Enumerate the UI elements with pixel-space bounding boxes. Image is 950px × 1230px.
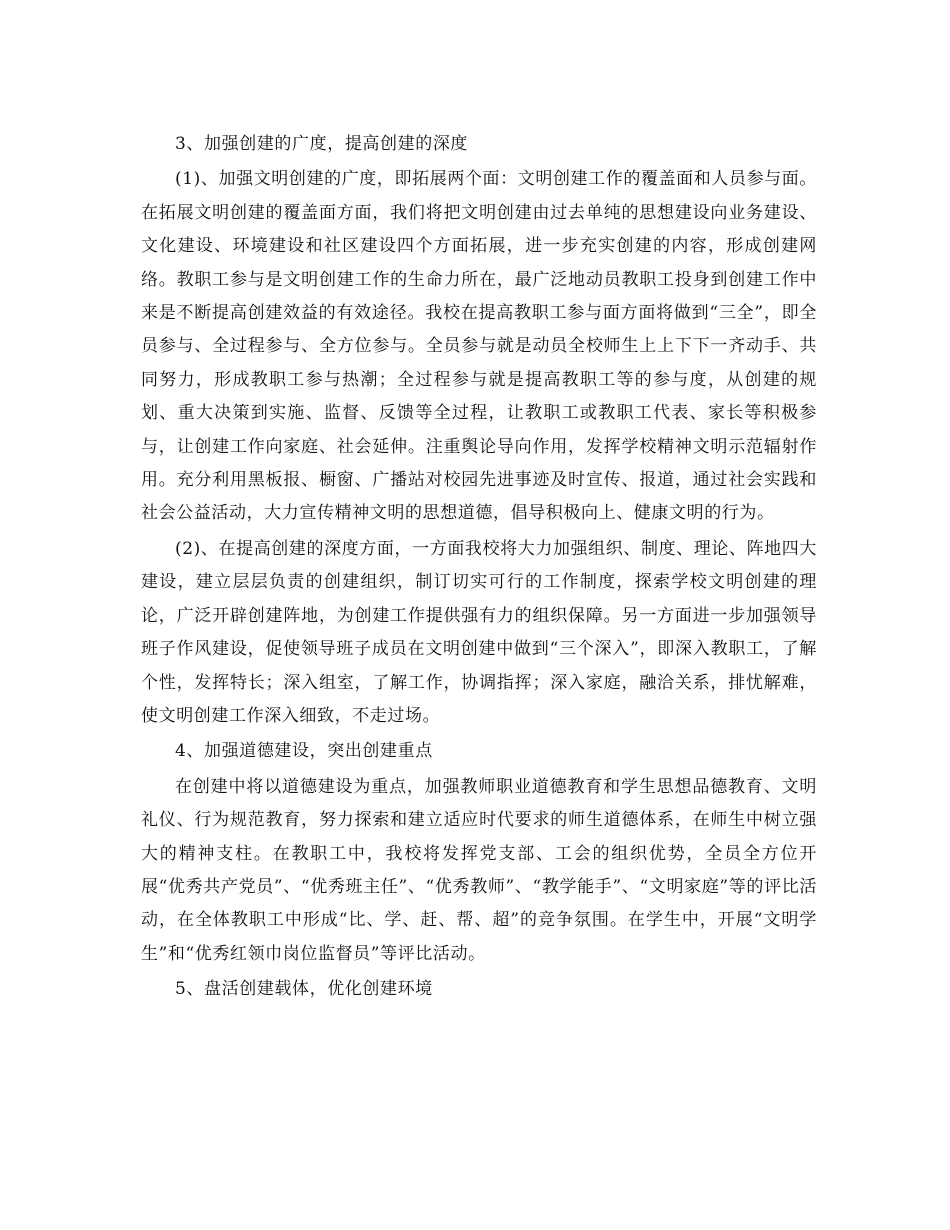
paragraph-depth: (2)、在提高创建的深度方面，一方面我校将大力加强组织、制度、理论、阵地四大建设，建立层层负责的创建组织，制订切实可行的工作制度，探索学校文明创建的理论，广泛开辟创建阵地，为创建工作提供强有力的组织保障。另一方面进一步加强领导班子作风建设，促使领导班子成员在文明创建中做到“三个深入”，即深入教职工，了解个性，发挥特长；深入组室，了解工作，协调指挥；深入家庭，融洽关系，排忧解难，使文明创建工作深入细致，不走过场。 [141,538,817,726]
document-body [141,128,817,1007]
section-heading-4: 4、加强道德建设，突出创建重点 [175,741,433,762]
paragraph-moral-construction: 在创建中将以道德建设为重点，加强教师职业道德教育和学生思想品德教育、文明礼仪、行为规范教育，努力探索和建立适应时代要求的师生道德体系，在师生中树立强大的精神支柱。在教职工中，我校将发挥党支部、工会的组织优势，全员全方位开展“优秀共产党员”、“优秀班主任”、“优秀教师”、“教学能手”、“文明家庭”等的评比活动，在全体教职工中形成“比、学、赶、帮、超”的竞争氛围。在学生中，开展“文明学生”和“优秀红领巾岗位监督员”等评比活动。 [141,776,817,964]
paragraph-breadth: (1)、加强文明创建的广度，即拓展两个面：文明创建工作的覆盖面和人员参与面。在拓展文明创建的覆盖面方面，我们将把文明创建由过去单纯的思想建设向业务建设、文化建设、环境建设和社区建设四个方面拓展，进一步充实创建的内容，形成创建网络。教职工参与是文明创建工作的生命力所在，最广泛地动员教职工投身到创建工作中来是不断提高创建效益的有效途径。我校在提高教职工参与面方面将做到“三全”，即全员参与、全过程参与、全方位参与。全员参与就是动员全校师生上上下下一齐动手、共同努力，形成教职工参与热潮；全过程参与就是提高教职工等的参与度，从创建的规划、重大决策到实施、监督、反馈等全过程，让教职工或教职工代表、家长等积极参与，让创建工作向家庭、社会延伸。注重舆论导向作用，发挥学校精神文明示范辐射作用。充分利用黑板报、橱窗、广播站对校园先进事迹及时宣传、报道，通过社会实践和社会公益活动，大力宣传精神文明的思想道德，倡导积极向上、健康文明的行为。 [141,169,817,524]
section-heading-5: 5、盘活创建载体，优化创建环境 [175,979,433,1000]
section-heading-3: 3、加强创建的广度，提高创建的深度 [175,134,469,154]
